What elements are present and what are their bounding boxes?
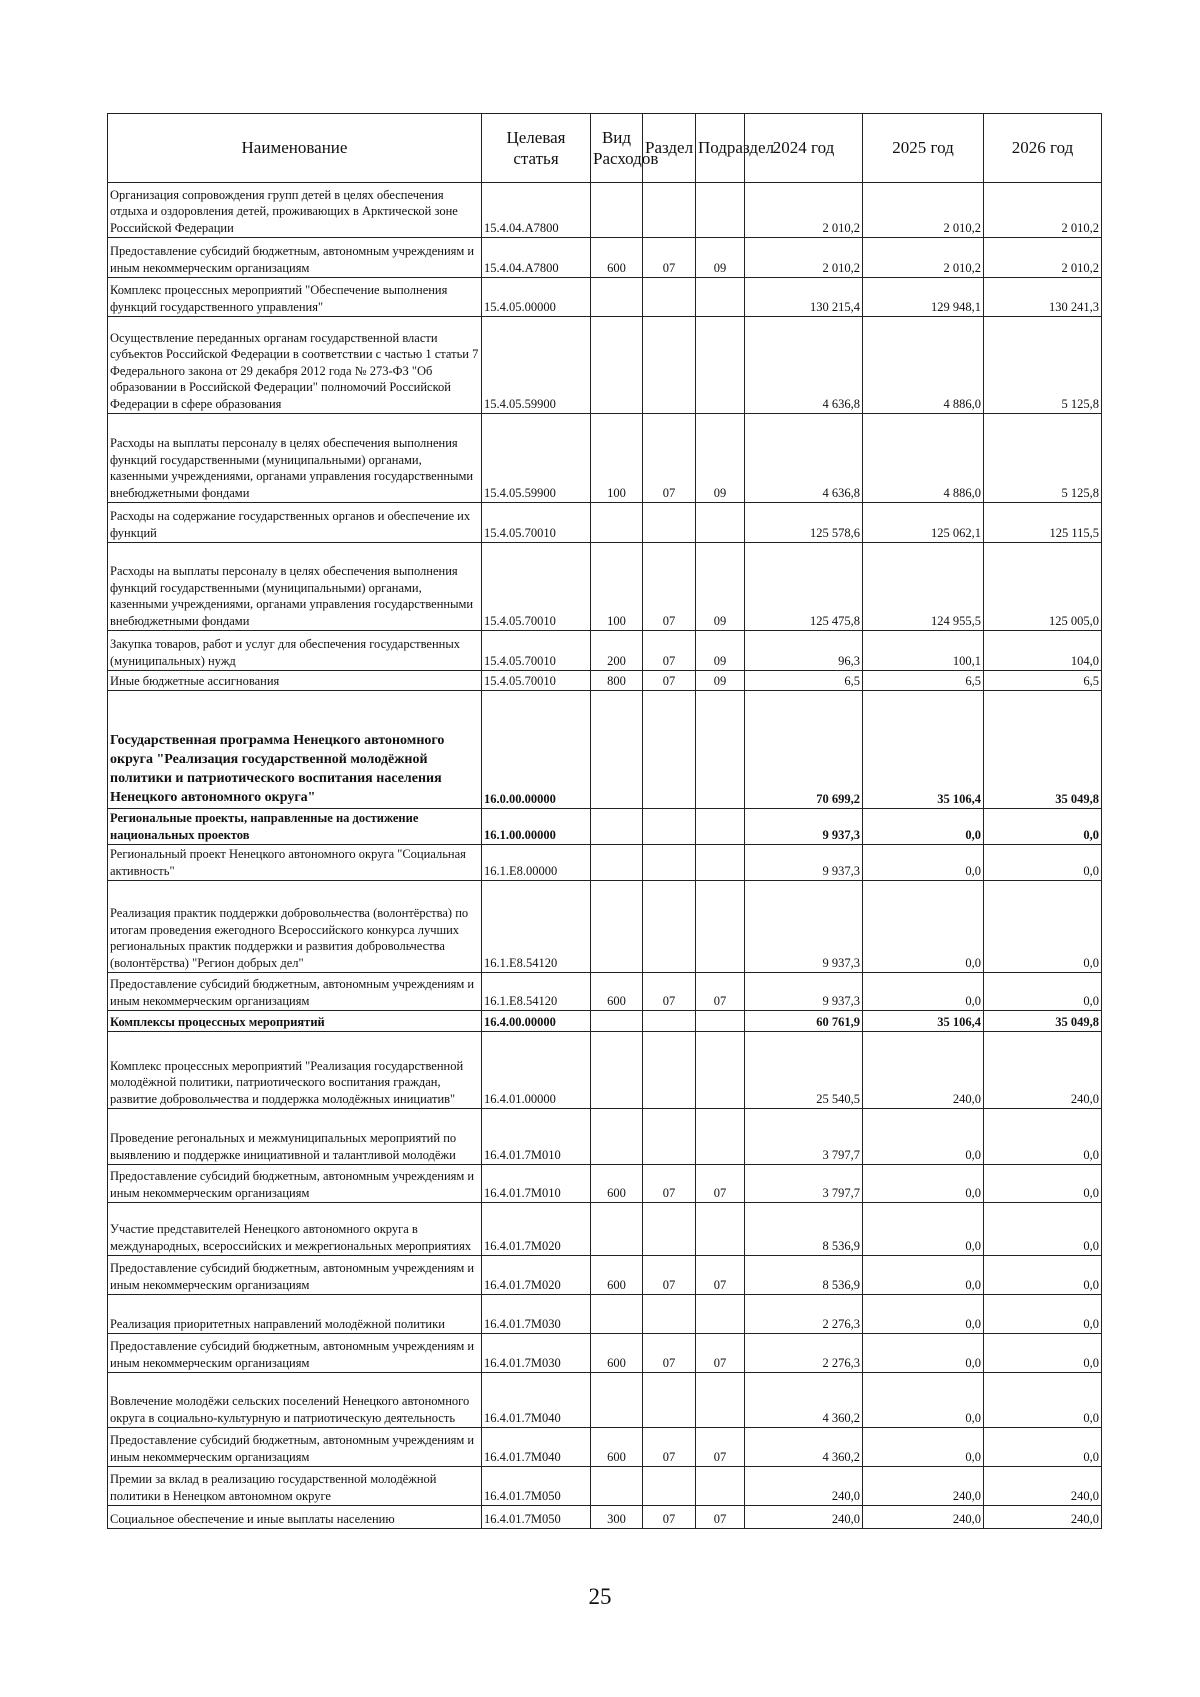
cell-y2024: 8 536,9 bbox=[745, 1203, 863, 1256]
cell-podrazdel: 09 bbox=[696, 543, 745, 631]
table-row bbox=[108, 1373, 1102, 1428]
cell-razdel: 07 bbox=[643, 1165, 696, 1203]
table-row bbox=[108, 1203, 1102, 1256]
cell-name: Реализация приоритетных направлений молодёжной политики bbox=[108, 1295, 482, 1334]
cell-code: 15.4.05.70010 bbox=[482, 671, 591, 691]
cell-code: 16.4.01.7М010 bbox=[482, 1165, 591, 1203]
cell-y2026: 0,0 bbox=[984, 1109, 1102, 1165]
table-row bbox=[108, 1109, 1102, 1165]
cell-y2024: 4 360,2 bbox=[745, 1373, 863, 1428]
header-2026: 2026 год bbox=[984, 114, 1102, 183]
cell-podrazdel bbox=[696, 1032, 745, 1109]
table-row bbox=[108, 691, 1102, 809]
cell-vid bbox=[591, 1203, 643, 1256]
cell-y2026: 0,0 bbox=[984, 973, 1102, 1011]
cell-podrazdel bbox=[696, 1203, 745, 1256]
cell-name: Закупка товаров, работ и услуг для обеспечения государственных (муниципальных) нужд bbox=[108, 631, 482, 671]
cell-name: Проведение регональных и межмуниципальных мероприятий по выявлению и поддержке инициативной и талантливой молодёжи bbox=[108, 1109, 482, 1165]
cell-y2026: 240,0 bbox=[984, 1032, 1102, 1109]
table-row bbox=[108, 414, 1102, 503]
cell-code: 15.4.05.00000 bbox=[482, 278, 591, 317]
cell-y2025: 0,0 bbox=[863, 1295, 984, 1334]
cell-razdel: 07 bbox=[643, 414, 696, 503]
cell-name: Предоставление субсидий бюджетным, автономным учреждениям и иным некоммерческим организациям bbox=[108, 1165, 482, 1203]
cell-y2025: 0,0 bbox=[863, 973, 984, 1011]
cell-vid bbox=[591, 845, 643, 881]
cell-y2025: 0,0 bbox=[863, 1109, 984, 1165]
cell-podrazdel bbox=[696, 845, 745, 881]
cell-name: Расходы на выплаты персоналу в целях обеспечения выполнения функций государственными (муниципальными) органами, казенными учреждениями, органами управления государственными внебюджетными фондами bbox=[108, 543, 482, 631]
cell-razdel: 07 bbox=[643, 543, 696, 631]
cell-razdel bbox=[643, 1109, 696, 1165]
cell-name: Предоставление субсидий бюджетным, автономным учреждениям и иным некоммерческим организациям bbox=[108, 1428, 482, 1467]
cell-y2026: 0,0 bbox=[984, 1203, 1102, 1256]
cell-podrazdel bbox=[696, 1011, 745, 1032]
cell-razdel bbox=[643, 881, 696, 973]
cell-y2025: 240,0 bbox=[863, 1467, 984, 1506]
cell-podrazdel: 09 bbox=[696, 238, 745, 278]
cell-y2025: 0,0 bbox=[863, 809, 984, 845]
cell-name: Премии за вклад в реализацию государственной молодёжной политики в Ненецком автономном округе bbox=[108, 1467, 482, 1506]
cell-y2024: 60 761,9 bbox=[745, 1011, 863, 1032]
cell-razdel bbox=[643, 809, 696, 845]
cell-podrazdel bbox=[696, 317, 745, 414]
cell-razdel: 07 bbox=[643, 1428, 696, 1467]
cell-y2026: 0,0 bbox=[984, 1428, 1102, 1467]
cell-vid: 300 bbox=[591, 1506, 643, 1529]
cell-y2024: 9 937,3 bbox=[745, 881, 863, 973]
table-row bbox=[108, 1506, 1102, 1529]
cell-name: Организация сопровождения групп детей в целях обеспечения отдыха и оздоровления детей, проживающих в Арктической зоне Российской Федерации bbox=[108, 183, 482, 238]
table-row bbox=[108, 1467, 1102, 1506]
cell-vid bbox=[591, 691, 643, 809]
cell-y2026: 2 010,2 bbox=[984, 183, 1102, 238]
cell-y2026: 125 005,0 bbox=[984, 543, 1102, 631]
cell-y2024: 4 636,8 bbox=[745, 414, 863, 503]
cell-razdel bbox=[643, 845, 696, 881]
cell-podrazdel: 09 bbox=[696, 671, 745, 691]
cell-vid: 800 bbox=[591, 671, 643, 691]
cell-code: 16.4.01.7М040 bbox=[482, 1373, 591, 1428]
table-row bbox=[108, 671, 1102, 691]
table-row bbox=[108, 183, 1102, 238]
cell-name: Реализация практик поддержки добровольчества (волонтёрства) по итогам проведения ежегодного Всероссийского конкурса лучших региональных практик поддержки и развития добровольчества (волонтёрства) "Регион добрых дел" bbox=[108, 881, 482, 973]
cell-vid bbox=[591, 1295, 643, 1334]
cell-code: 15.4.05.59900 bbox=[482, 317, 591, 414]
cell-y2024: 4 360,2 bbox=[745, 1428, 863, 1467]
cell-razdel: 07 bbox=[643, 671, 696, 691]
cell-y2025: 124 955,5 bbox=[863, 543, 984, 631]
cell-vid bbox=[591, 1032, 643, 1109]
cell-y2025: 240,0 bbox=[863, 1506, 984, 1529]
header-vid: Вид Расходов bbox=[591, 114, 643, 183]
cell-podrazdel: 07 bbox=[696, 973, 745, 1011]
cell-code: 16.4.01.7М020 bbox=[482, 1256, 591, 1295]
cell-y2025: 35 106,4 bbox=[863, 691, 984, 809]
cell-podrazdel bbox=[696, 1467, 745, 1506]
cell-y2024: 3 797,7 bbox=[745, 1109, 863, 1165]
cell-name: Расходы на выплаты персоналу в целях обеспечения выполнения функций государственными (муниципальными) органами, казенными учреждениями, органами управления государственными внебюджетными фондами bbox=[108, 414, 482, 503]
cell-y2025: 0,0 bbox=[863, 845, 984, 881]
table-row bbox=[108, 809, 1102, 845]
cell-y2024: 2 276,3 bbox=[745, 1334, 863, 1373]
cell-code: 16.4.00.00000 bbox=[482, 1011, 591, 1032]
cell-y2025: 0,0 bbox=[863, 1334, 984, 1373]
cell-podrazdel: 09 bbox=[696, 414, 745, 503]
cell-y2024: 2 010,2 bbox=[745, 183, 863, 238]
cell-y2026: 0,0 bbox=[984, 1256, 1102, 1295]
table-row bbox=[108, 278, 1102, 317]
header-code: Целевая статья bbox=[482, 114, 591, 183]
table-row bbox=[108, 317, 1102, 414]
cell-vid bbox=[591, 183, 643, 238]
cell-code: 15.4.05.70010 bbox=[482, 543, 591, 631]
cell-y2026: 0,0 bbox=[984, 1373, 1102, 1428]
cell-razdel bbox=[643, 503, 696, 543]
cell-code: 16.4.01.00000 bbox=[482, 1032, 591, 1109]
cell-y2026: 5 125,8 bbox=[984, 317, 1102, 414]
table-row bbox=[108, 1428, 1102, 1467]
cell-vid bbox=[591, 317, 643, 414]
cell-code: 16.0.00.00000 bbox=[482, 691, 591, 809]
cell-y2026: 240,0 bbox=[984, 1467, 1102, 1506]
cell-razdel: 07 bbox=[643, 1334, 696, 1373]
cell-code: 15.4.04.А7800 bbox=[482, 238, 591, 278]
cell-y2025: 2 010,2 bbox=[863, 183, 984, 238]
cell-name: Участие представителей Ненецкого автономного округа в международных, всероссийских и межрегиональных мероприятиях bbox=[108, 1203, 482, 1256]
cell-name: Социальное обеспечение и иные выплаты населению bbox=[108, 1506, 482, 1529]
cell-vid: 600 bbox=[591, 1334, 643, 1373]
cell-podrazdel: 09 bbox=[696, 631, 745, 671]
cell-name: Предоставление субсидий бюджетным, автономным учреждениям и иным некоммерческим организациям bbox=[108, 1334, 482, 1373]
cell-razdel bbox=[643, 691, 696, 809]
cell-podrazdel: 07 bbox=[696, 1428, 745, 1467]
cell-y2025: 4 886,0 bbox=[863, 317, 984, 414]
cell-code: 15.4.05.70010 bbox=[482, 503, 591, 543]
cell-podrazdel: 07 bbox=[696, 1506, 745, 1529]
cell-y2024: 3 797,7 bbox=[745, 1165, 863, 1203]
cell-y2026: 0,0 bbox=[984, 881, 1102, 973]
cell-razdel: 07 bbox=[643, 238, 696, 278]
table-row bbox=[108, 543, 1102, 631]
cell-y2026: 35 049,8 bbox=[984, 691, 1102, 809]
cell-y2026: 0,0 bbox=[984, 1334, 1102, 1373]
cell-y2026: 0,0 bbox=[984, 1165, 1102, 1203]
cell-code: 16.4.01.7М020 bbox=[482, 1203, 591, 1256]
table-row bbox=[108, 845, 1102, 881]
cell-y2026: 6,5 bbox=[984, 671, 1102, 691]
cell-y2024: 9 937,3 bbox=[745, 809, 863, 845]
cell-vid: 600 bbox=[591, 1256, 643, 1295]
cell-name: Комплекс процессных мероприятий "Обеспечение выполнения функций государственного управления" bbox=[108, 278, 482, 317]
cell-vid: 600 bbox=[591, 238, 643, 278]
cell-code: 16.4.01.7М010 bbox=[482, 1109, 591, 1165]
cell-y2026: 104,0 bbox=[984, 631, 1102, 671]
cell-y2026: 0,0 bbox=[984, 845, 1102, 881]
header-razdel: Раздел bbox=[643, 114, 696, 183]
cell-code: 16.4.01.7М050 bbox=[482, 1506, 591, 1529]
cell-name: Осуществление переданных органам государственной власти субъектов Российской Федерации в соответствии с частью 1 статьи 7 Федерального закона от 29 декабря 2012 года № 273-ФЗ "Об образовании в Российской Федерации" полномочий Российской Федерации в сфере образования bbox=[108, 317, 482, 414]
cell-y2026: 130 241,3 bbox=[984, 278, 1102, 317]
cell-code: 16.4.01.7М050 bbox=[482, 1467, 591, 1506]
cell-y2025: 0,0 bbox=[863, 1256, 984, 1295]
cell-razdel bbox=[643, 1032, 696, 1109]
cell-razdel bbox=[643, 1467, 696, 1506]
cell-y2026: 240,0 bbox=[984, 1506, 1102, 1529]
cell-y2024: 240,0 bbox=[745, 1506, 863, 1529]
cell-razdel bbox=[643, 1011, 696, 1032]
table-row bbox=[108, 1011, 1102, 1032]
cell-podrazdel bbox=[696, 183, 745, 238]
cell-vid bbox=[591, 1109, 643, 1165]
table-row bbox=[108, 1334, 1102, 1373]
table-row bbox=[108, 1165, 1102, 1203]
cell-razdel bbox=[643, 317, 696, 414]
cell-vid: 600 bbox=[591, 973, 643, 1011]
cell-vid bbox=[591, 1011, 643, 1032]
cell-vid: 100 bbox=[591, 543, 643, 631]
cell-y2024: 4 636,8 bbox=[745, 317, 863, 414]
cell-code: 15.4.05.70010 bbox=[482, 631, 591, 671]
cell-y2024: 125 475,8 bbox=[745, 543, 863, 631]
cell-razdel: 07 bbox=[643, 631, 696, 671]
cell-y2025: 0,0 bbox=[863, 1373, 984, 1428]
cell-razdel bbox=[643, 1203, 696, 1256]
cell-y2024: 6,5 bbox=[745, 671, 863, 691]
cell-y2026: 125 115,5 bbox=[984, 503, 1102, 543]
cell-y2024: 9 937,3 bbox=[745, 845, 863, 881]
table-row bbox=[108, 238, 1102, 278]
cell-vid: 200 bbox=[591, 631, 643, 671]
cell-razdel: 07 bbox=[643, 1256, 696, 1295]
cell-code: 15.4.04.А7800 bbox=[482, 183, 591, 238]
cell-code: 16.4.01.7М040 bbox=[482, 1428, 591, 1467]
cell-code: 16.1.Е8.00000 bbox=[482, 845, 591, 881]
cell-podrazdel: 07 bbox=[696, 1165, 745, 1203]
cell-y2025: 100,1 bbox=[863, 631, 984, 671]
cell-vid: 600 bbox=[591, 1165, 643, 1203]
cell-code: 16.4.01.7М030 bbox=[482, 1334, 591, 1373]
page-number: 25 bbox=[588, 1584, 612, 1609]
cell-podrazdel bbox=[696, 1295, 745, 1334]
cell-y2026: 35 049,8 bbox=[984, 1011, 1102, 1032]
cell-vid: 100 bbox=[591, 414, 643, 503]
cell-podrazdel: 07 bbox=[696, 1334, 745, 1373]
cell-vid bbox=[591, 1373, 643, 1428]
cell-vid bbox=[591, 278, 643, 317]
cell-y2024: 130 215,4 bbox=[745, 278, 863, 317]
table-header-row bbox=[108, 114, 1102, 183]
cell-y2026: 0,0 bbox=[984, 809, 1102, 845]
header-2025: 2025 год bbox=[863, 114, 984, 183]
cell-y2024: 125 578,6 bbox=[745, 503, 863, 543]
cell-y2025: 0,0 bbox=[863, 881, 984, 973]
cell-name: Предоставление субсидий бюджетным, автономным учреждениям и иным некоммерческим организациям bbox=[108, 238, 482, 278]
cell-name: Государственная программа Ненецкого автономного округа "Реализация государственной молодёжной политики и патриотического воспитания населения Ненецкого автономного округа" bbox=[108, 691, 482, 809]
cell-name: Региональный проект Ненецкого автономного округа "Социальная активность" bbox=[108, 845, 482, 881]
cell-name: Региональные проекты, направленные на достижение национальных проектов bbox=[108, 809, 482, 845]
cell-y2024: 70 699,2 bbox=[745, 691, 863, 809]
cell-code: 16.1.00.00000 bbox=[482, 809, 591, 845]
cell-y2025: 0,0 bbox=[863, 1165, 984, 1203]
cell-name: Комплекс процессных мероприятий "Реализация государственной молодёжной политики, патриотического воспитания граждан, развитие добровольчества и поддержка молодёжных инициатив" bbox=[108, 1032, 482, 1109]
cell-y2026: 5 125,8 bbox=[984, 414, 1102, 503]
cell-y2024: 2 276,3 bbox=[745, 1295, 863, 1334]
cell-code: 15.4.05.59900 bbox=[482, 414, 591, 503]
cell-y2024: 25 540,5 bbox=[745, 1032, 863, 1109]
cell-y2025: 240,0 bbox=[863, 1032, 984, 1109]
cell-y2024: 9 937,3 bbox=[745, 973, 863, 1011]
cell-y2025: 125 062,1 bbox=[863, 503, 984, 543]
cell-razdel bbox=[643, 1373, 696, 1428]
cell-podrazdel bbox=[696, 1373, 745, 1428]
cell-podrazdel bbox=[696, 503, 745, 543]
cell-y2025: 6,5 bbox=[863, 671, 984, 691]
table-row bbox=[108, 973, 1102, 1011]
cell-y2026: 2 010,2 bbox=[984, 238, 1102, 278]
cell-name: Расходы на содержание государственных органов и обеспечение их функций bbox=[108, 503, 482, 543]
cell-podrazdel bbox=[696, 691, 745, 809]
cell-razdel: 07 bbox=[643, 973, 696, 1011]
cell-name: Иные бюджетные ассигнования bbox=[108, 671, 482, 691]
cell-razdel bbox=[643, 183, 696, 238]
cell-razdel: 07 bbox=[643, 1506, 696, 1529]
cell-y2025: 0,0 bbox=[863, 1203, 984, 1256]
cell-y2025: 129 948,1 bbox=[863, 278, 984, 317]
cell-razdel bbox=[643, 278, 696, 317]
cell-y2024: 8 536,9 bbox=[745, 1256, 863, 1295]
cell-vid bbox=[591, 1467, 643, 1506]
cell-y2024: 96,3 bbox=[745, 631, 863, 671]
table-row bbox=[108, 1295, 1102, 1334]
cell-vid bbox=[591, 881, 643, 973]
cell-y2024: 240,0 bbox=[745, 1467, 863, 1506]
cell-podrazdel bbox=[696, 881, 745, 973]
table-row bbox=[108, 1032, 1102, 1109]
table-row bbox=[108, 881, 1102, 973]
cell-vid bbox=[591, 503, 643, 543]
table-row bbox=[108, 631, 1102, 671]
cell-podrazdel bbox=[696, 1109, 745, 1165]
cell-y2025: 2 010,2 bbox=[863, 238, 984, 278]
cell-code: 16.4.01.7М030 bbox=[482, 1295, 591, 1334]
cell-name: Вовлечение молодёжи сельских поселений Ненецкого автономного округа в социально-культурную и патриотическую деятельность bbox=[108, 1373, 482, 1428]
cell-y2026: 0,0 bbox=[984, 1295, 1102, 1334]
table-row bbox=[108, 1256, 1102, 1295]
cell-name: Предоставление субсидий бюджетным, автономным учреждениям и иным некоммерческим организациям bbox=[108, 1256, 482, 1295]
header-podrazdel: Подраздел bbox=[696, 114, 745, 183]
budget-table bbox=[107, 113, 1102, 1529]
cell-y2025: 35 106,4 bbox=[863, 1011, 984, 1032]
cell-podrazdel: 07 bbox=[696, 1256, 745, 1295]
header-name: Наименование bbox=[108, 114, 482, 183]
cell-vid: 600 bbox=[591, 1428, 643, 1467]
header-2024: 2024 год bbox=[745, 114, 863, 183]
cell-y2025: 4 886,0 bbox=[863, 414, 984, 503]
cell-podrazdel bbox=[696, 809, 745, 845]
cell-podrazdel bbox=[696, 278, 745, 317]
cell-name: Комплексы процессных мероприятий bbox=[108, 1011, 482, 1032]
cell-y2025: 0,0 bbox=[863, 1428, 984, 1467]
cell-code: 16.1.Е8.54120 bbox=[482, 973, 591, 1011]
cell-vid bbox=[591, 809, 643, 845]
cell-razdel bbox=[643, 1295, 696, 1334]
cell-y2024: 2 010,2 bbox=[745, 238, 863, 278]
cell-code: 16.1.Е8.54120 bbox=[482, 881, 591, 973]
cell-name: Предоставление субсидий бюджетным, автономным учреждениям и иным некоммерческим организациям bbox=[108, 973, 482, 1011]
table-row bbox=[108, 503, 1102, 543]
